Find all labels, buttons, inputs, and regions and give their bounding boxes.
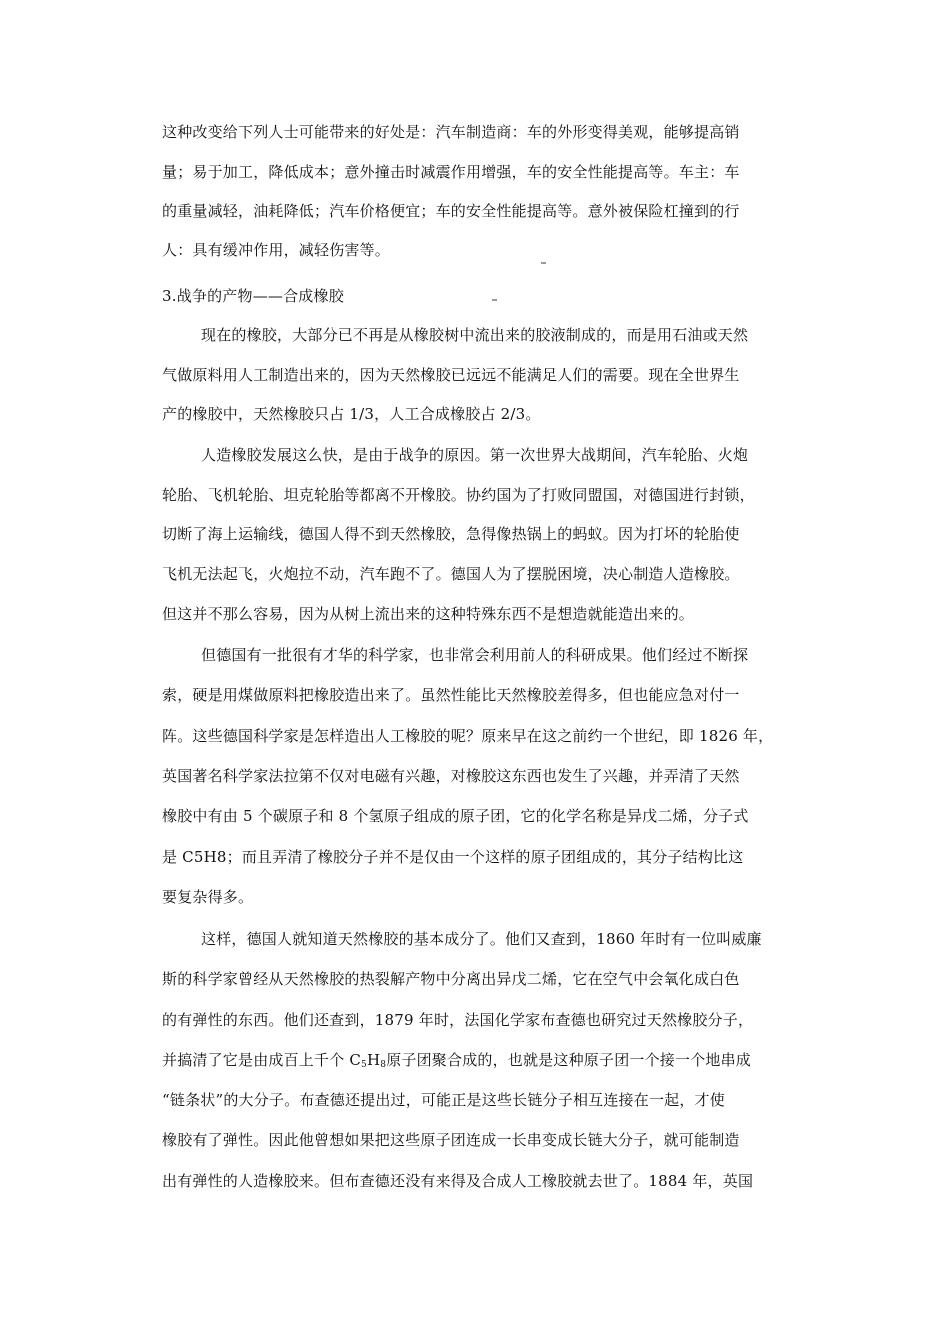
paragraph-1-line-1: 这种改变给下列人士可能带来的好处是：汽车制造商：车的外形变得美观，能够提高销	[162, 123, 740, 141]
paragraph-3-line-3: 切断了海上运输线，德国人得不到天然橡胶，急得像热锅上的蚂蚁。因为打坏的轮胎使	[162, 525, 740, 543]
paragraph-1-line-2: 量；易于加工，降低成本；意外撞击时减震作用增强，车的安全性能提高等。车主：车	[162, 163, 740, 181]
paragraph-2-line-3: 产的橡胶中，天然橡胶只占 1/3，人工合成橡胶占 2/3。	[162, 405, 541, 423]
paragraph-1-line-3: 的重量减轻，油耗降低；汽车价格便宜；车的安全性能提高等。意外被保险杠撞到的行	[162, 202, 740, 220]
line-text-start: 并搞清了它是由成百上千个 C	[162, 1051, 362, 1069]
paragraph-2-line-2: 气做原料用人工制造出来的，因为天然橡胶已远远不能满足人们的需要。现在全世界生	[162, 366, 740, 384]
paragraph-4-line-1: 但德国有一批很有才华的科学家，也非常会利用前人的科研成果。他们经过不断探	[201, 646, 749, 664]
paragraph-5-line-6: 橡胶有了弹性。因此他曾想如果把这些原子团连成一长串变成长链大分子，就可能制造	[162, 1131, 740, 1149]
paragraph-3-line-5: 但这并不那么容易，因为从树上流出来的这种特殊东西不是想造就能造出来的。	[162, 605, 695, 623]
paragraph-4-line-6: 是 C5H8；而且弄清了橡胶分子并不是仅由一个这样的原子团组成的，其分子结构比这	[162, 848, 744, 866]
subscript-carbon-count: 5	[361, 1060, 367, 1070]
paragraph-4-line-5: 橡胶中有由 5 个碳原子和 8 个氢原子组成的原子团，它的化学名称是异戊二烯，分子式	[162, 807, 749, 825]
paragraph-4-line-3: 阵。这些德国科学家是怎样造出人工橡胶的呢？原来早在这之前约一个世纪，即 1826 年，	[162, 727, 774, 745]
paragraph-4-line-2: 索，硬是用煤做原料把橡胶造出来了。虽然性能比天然橡胶差得多，但也能应急对付一	[162, 686, 740, 704]
hydrogen-symbol: H	[366, 1051, 381, 1069]
subscript-hydrogen-count: 8	[380, 1060, 387, 1070]
paragraph-5-line-7: 出有弹性的人造橡胶来。但布查德还没有来得及合成人工橡胶就去世了。1884 年，英国	[162, 1172, 754, 1190]
paragraph-4-line-4: 英国著名科学家法拉第不仅对电磁有兴趣，对橡胶这东西也发生了兴趣，并弄清了天然	[162, 767, 740, 785]
paragraph-5-line-1: 这样，德国人就知道天然橡胶的基本成分了。他们又查到，1860 年时有一位叫威廉	[201, 930, 762, 948]
paragraph-5-line-2: 斯的科学家曾经从天然橡胶的热裂解产物中分离出异戊二烯，它在空气中会氧化成白色	[162, 970, 740, 988]
paragraph-4-line-7: 要复杂得多。	[162, 888, 254, 906]
paragraph-2-line-1: 现在的橡胶，大部分已不再是从橡胶树中流出来的胶液制成的，而是用石油或天然	[201, 326, 749, 344]
section-heading: 3.战争的产物——合成橡胶	[162, 287, 344, 305]
paragraph-3-line-2: 轮胎、飞机轮胎、坦克轮胎等都离不开橡胶。协约国为了打败同盟国，对德国进行封锁，	[162, 486, 755, 504]
paragraph-3-line-4: 飞机无法起飞，火炮拉不动，汽车跑不了。德国人为了摆脱困境，决心制造人造橡胶。	[162, 565, 740, 583]
formatting-mark-icon	[492, 299, 497, 301]
line-text-end: 原子团聚合成的，也就是这种原子团一个接一个地串成	[386, 1051, 752, 1069]
paragraph-3-line-1: 人造橡胶发展这么快，是由于战争的原因。第一次世界大战期间，汽车轮胎、火炮	[201, 446, 749, 464]
paragraph-5-line-3: 的有弹性的东西。他们还查到，1879 年时，法国化学家布查德也研究过天然橡胶分子，	[162, 1011, 754, 1029]
paragraph-5-line-5: “链条状”的大分子。布查德还提出过，可能正是这些长链分子相互连接在一起，才使	[162, 1091, 725, 1109]
paragraph-5-line-4	[162, 1050, 751, 1070]
formatting-mark-icon	[541, 262, 546, 264]
paragraph-1-line-4: 人：具有缓冲作用，减轻伤害等。	[162, 241, 391, 259]
